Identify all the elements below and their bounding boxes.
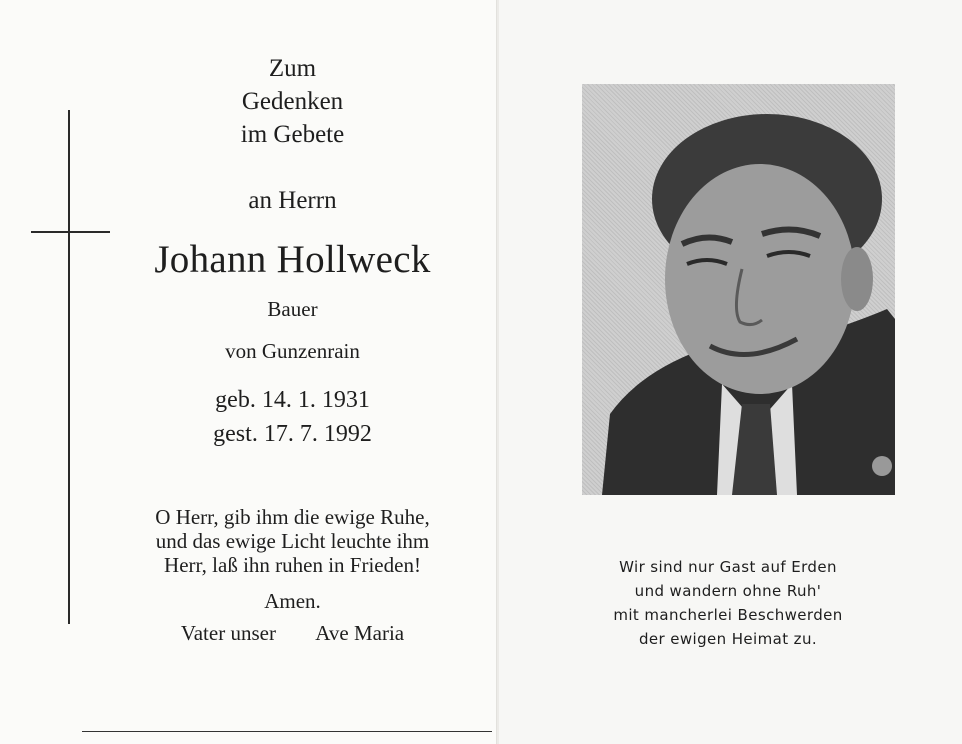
closing-prayer-vater-unser: Vater unser (180, 621, 276, 645)
origin: von Gunzenrain (225, 339, 360, 363)
amen: Amen. (264, 589, 321, 613)
salutation: an Herrn (248, 187, 337, 214)
portrait-photo (582, 84, 895, 495)
heading-line: Zum (268, 55, 317, 82)
heading-line: Gedenken (241, 88, 344, 115)
closing-prayer-ave-maria: Ave Maria (315, 621, 405, 645)
verse-line: mit mancherlei Beschwerden (613, 606, 843, 624)
prayer-line: O Herr, gib ihm die ewige Ruhe, (155, 505, 430, 529)
prayer-line: und das ewige Licht leuchte ihm (155, 529, 430, 553)
prayer (80, 505, 505, 577)
cross-icon-horizontal (31, 231, 110, 233)
verse-line: Wir sind nur Gast auf Erden (619, 558, 837, 576)
footer-rule (82, 731, 492, 732)
deceased-name: Johann Hollweck (154, 238, 431, 281)
verse-line: und wandern ohne Ruh' (634, 582, 822, 600)
memorial-heading (80, 52, 505, 151)
closing-prayers (80, 621, 505, 645)
verse (569, 555, 887, 651)
portrait-icon (582, 84, 895, 495)
prayer-line: Herr, laß ihn ruhen in Frieden! (164, 553, 421, 577)
cross-icon-vertical (68, 110, 70, 624)
verse-line: der ewigen Heimat zu. (638, 630, 818, 648)
birth-date: geb. 14. 1. 1931 (215, 387, 370, 413)
right-page (499, 0, 962, 744)
occupation: Bauer (267, 297, 318, 321)
death-date: gest. 17. 7. 1992 (213, 421, 372, 447)
heading-line: im Gebete (240, 121, 345, 148)
